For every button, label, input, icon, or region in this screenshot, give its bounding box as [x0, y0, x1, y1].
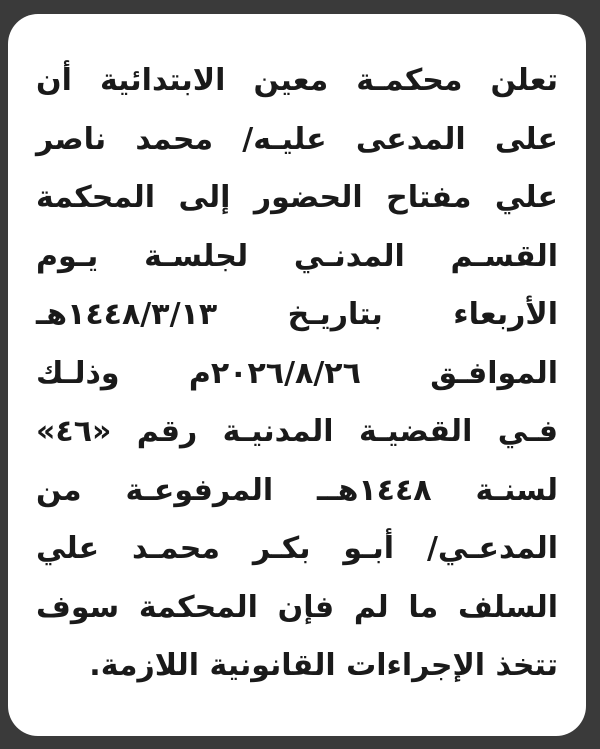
notice-line-4: القسـم المدنـي لجلسـة يـوم: [36, 238, 558, 274]
notice-line-1: تعلن محكمـة معين الابتدائية أن: [36, 63, 558, 98]
notice-card: [8, 14, 586, 736]
notice-line-2: على المدعى عليـه/ محمد ناصر: [36, 121, 558, 157]
notice-line-5: الأربعاء بتاريـخ ١٤٤٨/٣/١٣هـ: [36, 297, 558, 332]
notice-line-10: السلف ما لم فإن المحكمة سوف: [36, 589, 558, 625]
notice-line-11: تتخذ الإجراءات القانونية اللازمة.: [89, 648, 558, 683]
notice-line-9: المدعـي/ أبـو بكـر محمـد علي: [36, 531, 558, 566]
notice-line-7: فـي القضيـة المدنيـة رقم «٤٦»: [36, 414, 558, 449]
court-notice-text: [36, 52, 558, 696]
notice-line-8: لسنـة ١٤٤٨هــ المرفوعـة من: [36, 472, 558, 508]
notice-line-3: علي مفتاح الحضور إلى المحكمة: [36, 180, 558, 215]
notice-line-6: الموافـق ٢٠٢٦/٨/٢٦م وذلـك: [36, 355, 558, 391]
